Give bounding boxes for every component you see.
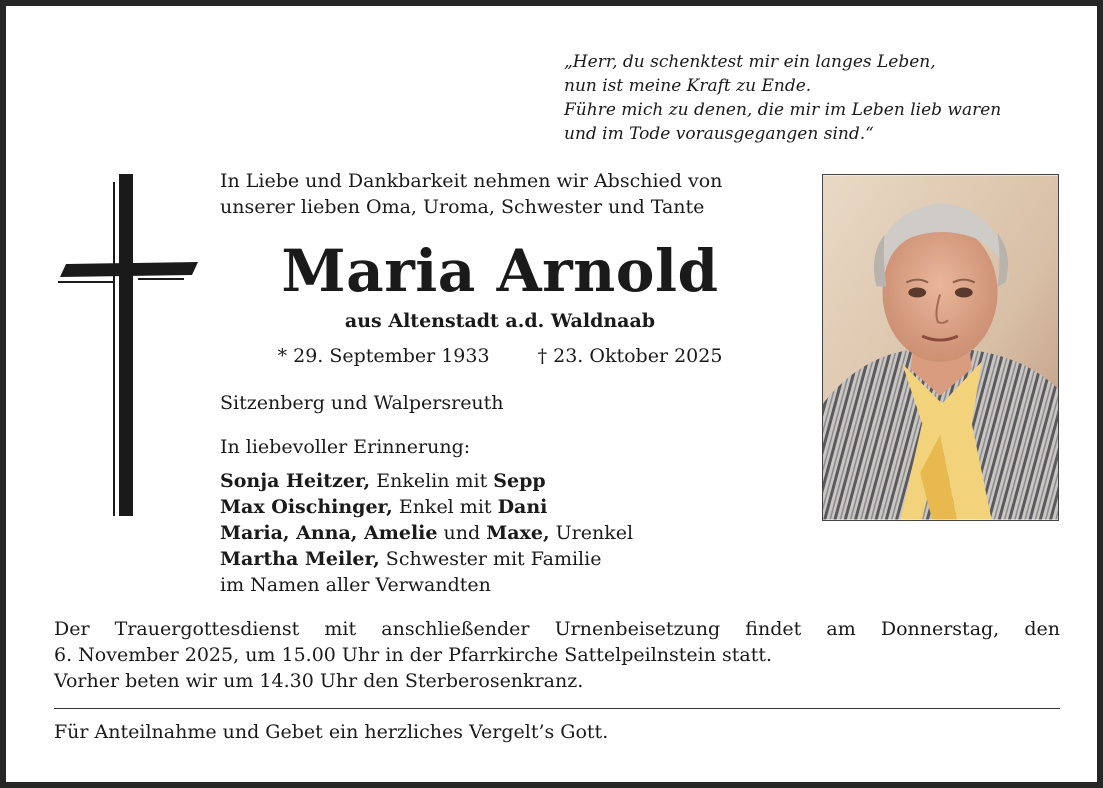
intro-line: In Liebe und Dankbarkeit nehmen wir Abschied von bbox=[220, 170, 723, 192]
mourner-relation: Schwester mit Familie bbox=[379, 548, 602, 570]
service-line: Der Trauergottesdienst mit anschließender Urnenbeisetzung findet am Donnerstag, den bbox=[54, 618, 1060, 640]
cross-icon bbox=[52, 172, 200, 522]
mourners-list bbox=[220, 468, 633, 598]
mourner-line bbox=[220, 572, 633, 598]
birth-date: * 29. September 1933 bbox=[277, 345, 490, 367]
mourner-suffix: Urenkel bbox=[549, 522, 634, 544]
portrait-photo bbox=[822, 174, 1059, 521]
mourner-line bbox=[220, 494, 633, 520]
deceased-origin: aus Altenstadt a.d. Waldnaab bbox=[344, 310, 656, 332]
divider bbox=[54, 708, 1060, 709]
bible-quote bbox=[564, 50, 1001, 146]
places-text: Sitzenberg und Walpersreuth bbox=[220, 392, 504, 414]
life-dates bbox=[220, 343, 780, 369]
service-line: 6. November 2025, um 15.00 Uhr in der Pfarrkirche Sattelpeilnstein statt. bbox=[54, 644, 773, 666]
mourner-relation: im Namen aller Verwandten bbox=[220, 574, 491, 596]
quote-line: nun ist meine Kraft zu Ende. bbox=[564, 76, 812, 96]
mourner-partner: Maxe, bbox=[486, 522, 550, 544]
mourner-partner: Dani bbox=[497, 496, 548, 518]
mourner-line bbox=[220, 468, 633, 494]
mourner-relation: und bbox=[437, 522, 487, 544]
mourner-relation: Enkel mit bbox=[392, 496, 498, 518]
service-line: Vorher beten wir um 14.30 Uhr den Sterberosenkranz. bbox=[54, 670, 584, 692]
quote-line: „Herr, du schenktest mir ein langes Leben, bbox=[564, 52, 936, 72]
mourner-line bbox=[220, 546, 633, 572]
intro-line: unserer lieben Oma, Uroma, Schwester und Tante bbox=[220, 196, 705, 218]
mourner-name: Max Oischinger, bbox=[220, 496, 393, 518]
service-info bbox=[54, 616, 1060, 694]
quote-line: Führe mich zu denen, die mir im Leben lieb waren bbox=[564, 100, 1002, 120]
deceased-name: Maria Arnold bbox=[281, 237, 719, 305]
thanks-text: Für Anteilnahme und Gebet ein herzliches Vergelt’s Gott. bbox=[54, 721, 609, 743]
quote-line: und im Tode vorausgegangen sind.“ bbox=[564, 124, 874, 144]
mourner-partner: Sepp bbox=[493, 470, 546, 492]
mourner-line bbox=[220, 520, 633, 546]
memory-heading: In liebevoller Erinnerung: bbox=[220, 436, 471, 458]
mourner-relation: Enkelin mit bbox=[370, 470, 494, 492]
mourner-name: Martha Meiler, bbox=[220, 548, 380, 570]
death-date: † 23. Oktober 2025 bbox=[537, 345, 723, 367]
intro-text bbox=[220, 168, 722, 220]
mourner-name: Maria, Anna, Amelie bbox=[220, 522, 438, 544]
mourner-name: Sonja Heitzer, bbox=[220, 470, 371, 492]
